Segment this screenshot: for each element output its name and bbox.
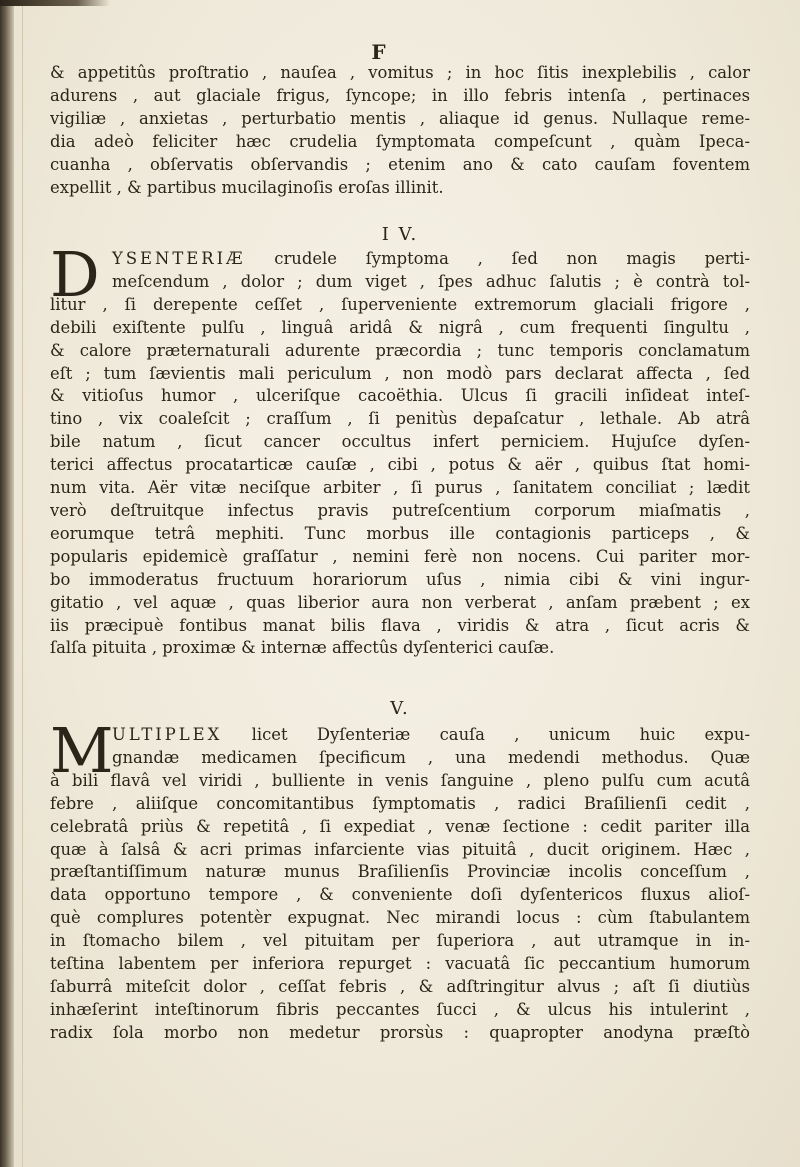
section-first-word: YSENTERIÆ [112, 249, 246, 268]
text-line: in ſtomacho bilem , vel pituitam per ſuperiora , aut utramque in in- [50, 931, 750, 951]
text-line: dia adeò feliciter hæc crudelia ſymptomata compeſcunt , quàm Ipeca- [50, 131, 750, 151]
text-line: eorumque tetrâ mephiti. Tunc morbus ille contagionis particeps , & [50, 523, 750, 543]
text-line-rest: licet Dyſenteriæ cauſa , unicum huic expu- [251, 725, 750, 744]
text-line [50, 724, 750, 747]
text-line: num vita. Aër vitæ neciſque arbiter , ſi purus , ſanitatem conciliat ; lædit [50, 478, 750, 498]
text-line: ſaburrâ miteſcit dolor , ceſſat febris , & adſtringitur alvus ; aſt ſi diutiùs [50, 976, 750, 996]
text-line: celebratâ priùs & repetitâ , ſi expediat , venæ ſectione : cedit pariter illa [50, 816, 750, 836]
text-line: gnandæ medicamen ſpecificum , una medendi methodus. Quæ [112, 747, 750, 767]
section-number-iv: I V. [381, 224, 419, 245]
section-number-v: V. [390, 698, 410, 719]
text-line: quæ à ſalsâ & acri primas infarciente vias pituitâ , ducit originem. Hæc , [50, 839, 750, 859]
drop-cap-letter: D [50, 238, 100, 311]
text-line: popularis epidemicè graſſatur , nemini ferè non nocens. Cui pariter mor- [50, 546, 750, 566]
section-v-paragraph [50, 714, 750, 1045]
text-line: & vitioſus humor , ulceriſque cacoëthia. Ulcus ſi gracili inſideat inteſ- [50, 386, 750, 406]
text-line: debili exiſtente pulſu , linguâ aridâ & nigrâ , cum frequenti ſingultu , [50, 317, 750, 337]
text-line: bo immoderatus fructuum horariorum uſus , nimia cibi & vini ingur- [50, 569, 750, 589]
text-line: terici affectus procatarticæ cauſæ , cibi , potus & aër , quibus ſtat homi- [50, 455, 750, 475]
text-line: meſcendum , dolor ; dum viget , ſpes adhuc ſalutis ; è contrà tol- [112, 271, 750, 291]
signature-mark: F [371, 40, 385, 64]
text-line: data opportuno tempore , & conveniente doſi dyſentericos fluxus alioſ- [50, 885, 750, 905]
drop-cap-letter: M [50, 714, 114, 787]
text-line: radix ſola morbo non medetur prorsùs : quapropter anodyna præſtò [50, 1022, 750, 1042]
text-line: eſt ; tum ſævientis mali periculum , non modò pars declarat affecta , ſed [50, 363, 750, 383]
text-line: cuanha , obſervatis obſervandis ; etenim ano & cato cauſam foventem [50, 154, 750, 174]
book-binding-edge [0, 0, 14, 1167]
text-line: & calore præternaturali adurente præcordia ; tunc temporis conclamatum [50, 340, 750, 360]
text-line: adurens , aut glaciale frigus, ſyncope; in illo febris intenſa , pertinaces [50, 85, 750, 105]
paragraph-continuation [50, 62, 750, 199]
text-line: verò deſtruitque infectus pravis putreſcentium corporum miaſmatis , [50, 500, 750, 520]
text-line: à bili flavâ vel viridi , bulliente in venis ſanguine , pleno pulſu cum acutâ [50, 770, 750, 790]
text-line: iis præcipuè fontibus manat bilis flava , viridis & atra , ſicut acris & [50, 615, 750, 635]
text-line: inhæſerint inteſtinorum fibris peccantes ſucci , & ulcus his intulerint , [50, 999, 750, 1019]
text-line: teſtina labentem per inferiora repurget : vacuatâ ſic peccantium humorum [50, 954, 750, 974]
text-line: bile natum , ſicut cancer occultus infert perniciem. Hujuſce dyſen- [50, 432, 750, 452]
section-first-word: ULTIPLEX [112, 725, 223, 744]
text-line: & appetitûs proſtratio , nauſea , vomitus ; in hoc ſitis inexplebilis , calor [50, 63, 750, 82]
text-line: vigiliæ , anxietas , perturbatio mentis , aliaque id genus. Nullaque reme- [50, 108, 750, 128]
text-line: ſalſa pituita , proximæ & internæ affectûs dyſenterici cauſæ. [50, 638, 555, 658]
text-line [50, 248, 750, 271]
section-iv-paragraph [50, 238, 750, 660]
text-line: tino , vix coaleſcit ; craſſum , ſi penitùs depaſcatur , lethale. Ab atrâ [50, 409, 750, 429]
gutter-line [22, 0, 23, 1167]
corner-stain [0, 0, 110, 6]
text-line: gitatio , vel aquæ , quas liberior aura non verberat , anſam præbent ; ex [50, 592, 750, 612]
text-line: litur , ſi derepente ceſſet , ſuperveniente extremorum glaciali frigore , [50, 294, 750, 314]
text-line: febre , aliiſque concomitantibus ſymptomatis , radici Braſilienſi cedit , [50, 793, 750, 813]
text-line: præſtantiſſimum naturæ munus Braſilienſis Provinciæ incolis conceſſum , [50, 862, 750, 882]
text-line-rest: crudele ſymptoma , ſed non magis perti- [274, 249, 750, 268]
text-line: expellit , & partibus mucilaginoſis eroſas illinit. [50, 177, 444, 197]
text-line: què complures potentèr expugnat. Nec mirandi locus : cùm ſtabulantem [50, 908, 750, 928]
